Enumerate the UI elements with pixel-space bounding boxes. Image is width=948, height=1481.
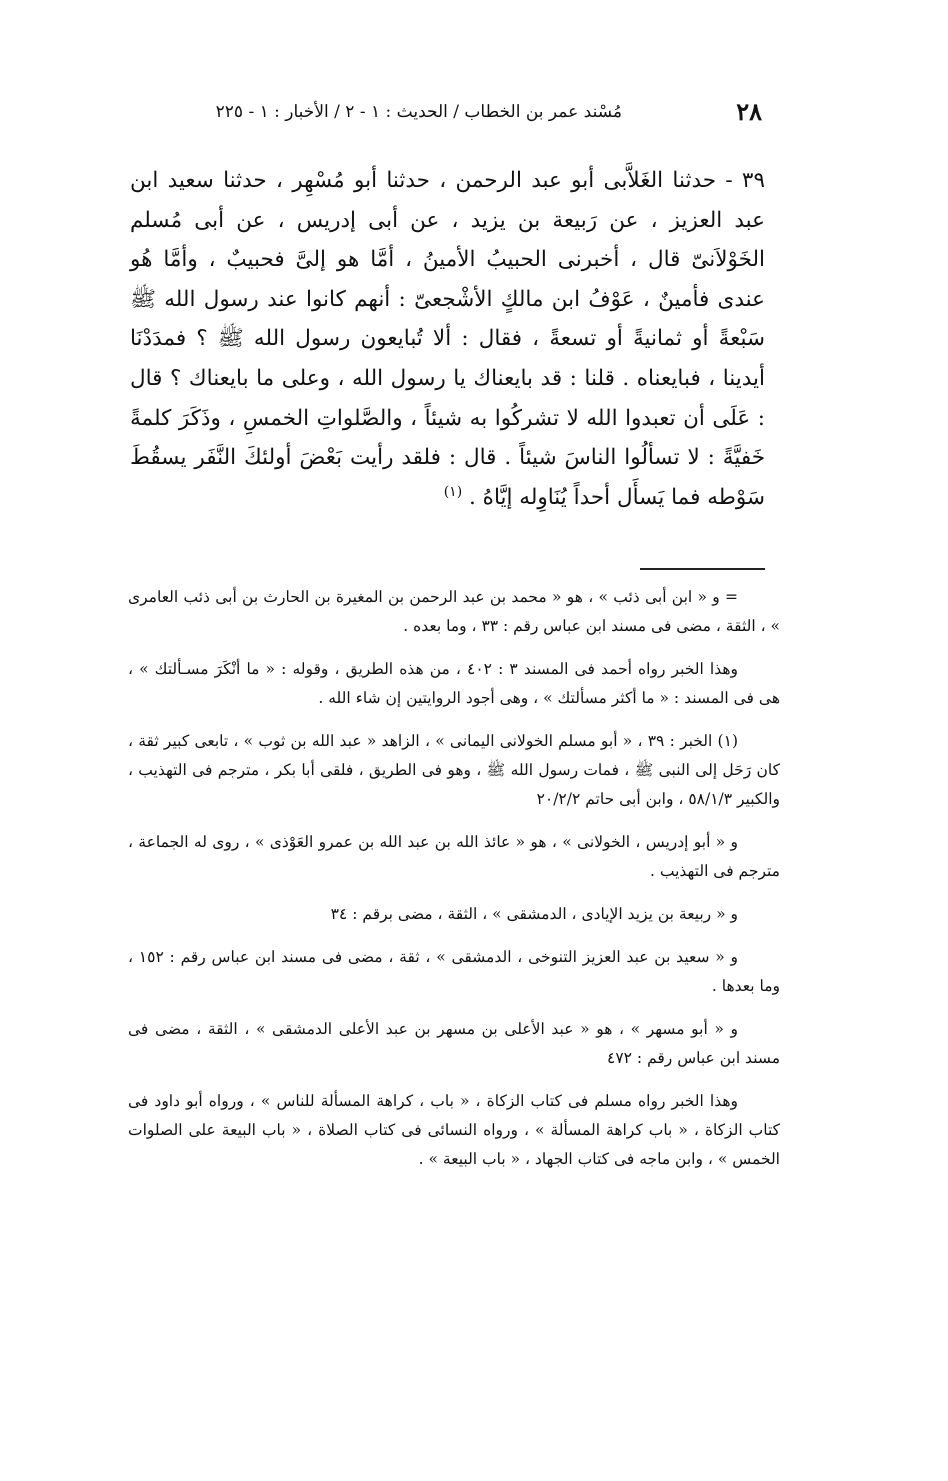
footnote-reference: (١) <box>443 483 463 500</box>
footnote-paragraph: وهذا الخبر رواه مسلم فى كتاب الزكاة ، « باب ، كراهة المسألة للناس » ، ورواه أبو داود فى كتاب الزكاة ، « باب كراهة المسألة » ، ورواه النسائى فى كتاب الصلاة ، « باب البيعة على الصلوات الخمس » ، وابن ماجه فى كتاب الجهاد ، « باب البيعة » . <box>128 1092 780 1168</box>
page-number: ٢٨ <box>736 97 762 126</box>
hadith-body: ٣٩ - حدثنا الغَلاَّبى أبو عبد الرحمن ، حدثنا أبو مُسْهِر ، حدثنا سعيد ابن عبد العزيز ، عن رَبيعة بن يزيد ، عن أبى إدريس ، عن أبى مُسلم الخَوْلاَنىّ قال ، أخبرنى الحبيبُ الأمينُ ، أمَّا هو إلىَّ فحبيبٌ ، وأمَّا هُو عندى فأمينٌ ، عَوْفُ ابن مالكٍ الأشْجعىّ : أنهم كانوا عند رسول الله ﷺ سَبْعةً أو ثمانيةً أو تسعةً ، فقال : ألا تُبايعون رسول الله ﷺ ؟ فمدَدْنَا أيدينا ، فبايعناه . قلنا : قد بايعناك يا رسول الله ، وعلى ما بايعناك ؟ قال : عَلَى أن تعبدوا الله لا تشركُوا به شيئاً ، والصَّلواتِ الخمسِ ، وذَكَرَ كلمةً خَفيَّةً : لا تسألُوا الناسَ شيئاً . قال : فلقد رأيت بَعْضَ أولئكَ النَّفَر يسقُطَ سَوْطه فما يَسأَل أحداً يُنَاوِله إيَّاهُ . <box>130 168 765 510</box>
footnotes-section <box>128 583 780 1188</box>
footnote-paragraph: و « أبو إدريس ، الخولانى » ، هو « عائذ الله بن عبد الله بن عمرو العَوْذى » ، روى له الجماعة ، مترجم فى التهذيب . <box>128 833 780 880</box>
running-title: مُسْند عمر بن الخطاب / الحديث : ١ - ٢ / الأخبار : ١ - ٢٢٥ <box>215 102 622 122</box>
footnote-paragraph: (١) الخبر : ٣٩ ، « أبو مسلم الخولانى اليمانى » ، الزاهد « عبد الله بن ثوب » ، تابعى كبير ثقة ، كان رَحَل إلى النبى ﷺ ، فمات رسول الله ﷺ ، وهو فى الطريق ، فلقى أبا بكر ، مترجم فى التهذيب ، والكبير ٥٨/١/٣ ، وابن أبى حاتم ٢٠/٢/٢ <box>128 732 780 808</box>
hadith-paragraph <box>130 161 765 517</box>
footnote-paragraph: وهذا الخبر رواه أحمد فى المسند ٣ : ٤٠٢ ، من هذه الطريق ، وقوله : « ما أنْكَرَ مسـألتك » ، هى فى المسند : « ما أكثر مسألتك » ، وهى أجود الروايتين إن شاء الله . <box>128 660 780 707</box>
page-header <box>180 96 762 128</box>
footnote-paragraph: و « سعيد بن عبد العزيز التنوخى ، الدمشقى » ، ثقة ، مضى فى مسند ابن عباس رقم : ١٥٢ ، وما بعدها . <box>128 948 780 995</box>
hadith-text <box>130 161 765 517</box>
footnote-continuation: = و « ابن أبى ذئب » ، هو « محمد بن عبد الرحمن بن المغيرة بن الحارث بن أبى ذئب العامرى » ، الثقة ، مضى فى مسند ابن عباس رقم : ٣٣ ، وما بعده . <box>128 588 780 635</box>
footnote-paragraph: و « ربيعة بن يزيد الإيادى ، الدمشقى » ، الثقة ، مضى برقم : ٣٤ <box>330 905 738 923</box>
footnote-separator <box>640 568 765 570</box>
footnote-paragraph: و « أبو مسهر » ، هو « عبد الأعلى بن مسهر بن عبد الأعلى الدمشقى » ، الثقة ، مضى فى مسند ابن عباس رقم : ٤٧٢ <box>128 1020 780 1067</box>
